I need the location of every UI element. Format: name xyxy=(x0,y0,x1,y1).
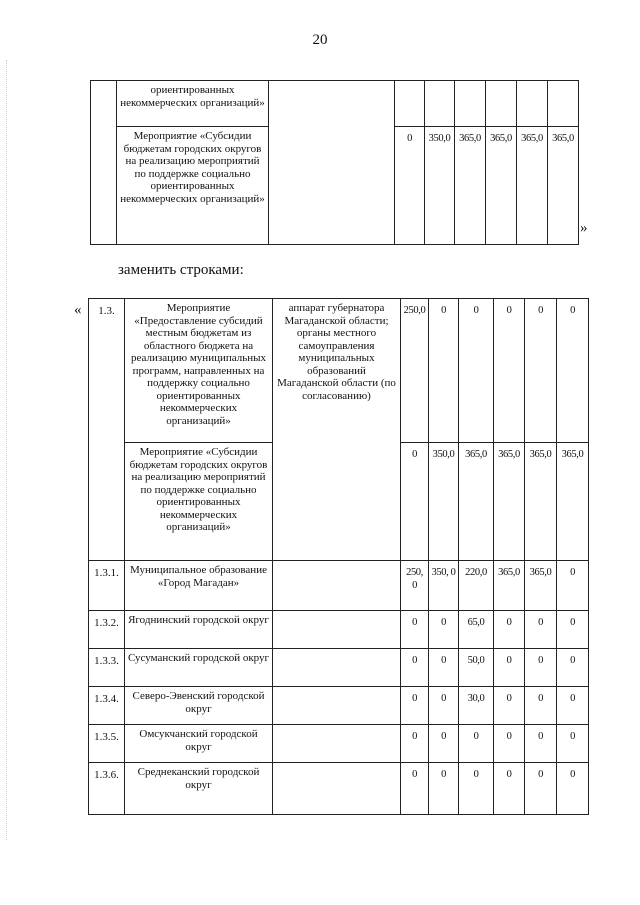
old-empty-cell xyxy=(455,81,486,127)
row-value: 0 xyxy=(525,611,557,649)
old-value-cell: 365,0 xyxy=(486,127,517,245)
old-value-cell: 365,0 xyxy=(455,127,486,245)
row-value: 0 xyxy=(494,725,525,763)
row-value: 0 xyxy=(557,649,589,687)
row-value: 250, 0 xyxy=(401,561,429,611)
subsidy-name: Мероприятие «Субсидии бюджетам городских округов на реализацию мероприятий по поддержке социально ориентированных некоммерческих организаций» xyxy=(125,443,273,561)
row-name: Сусуманский городской округ xyxy=(125,649,273,687)
table-row xyxy=(89,561,589,611)
new-rows-table xyxy=(88,298,589,815)
row-value: 0 xyxy=(401,611,429,649)
row-executor xyxy=(273,649,401,687)
old-empty-cell xyxy=(425,81,455,127)
main-row xyxy=(89,299,589,443)
row-code: 1.3.2. xyxy=(89,611,125,649)
row-value: 0 xyxy=(494,687,525,725)
row-name: Северо-Эвенский городской округ xyxy=(125,687,273,725)
old-empty-cell xyxy=(486,81,517,127)
row-value: 0 xyxy=(459,725,494,763)
old-value-cell: 365,0 xyxy=(517,127,548,245)
row-value: 65,0 xyxy=(459,611,494,649)
row-value: 0 xyxy=(459,763,494,815)
old-code-cell xyxy=(91,81,117,245)
old-empty-cell xyxy=(517,81,548,127)
main-value: 0 xyxy=(459,299,494,443)
row-value: 30,0 xyxy=(459,687,494,725)
old-empty-cell xyxy=(395,81,425,127)
subsidy-value: 365,0 xyxy=(459,443,494,561)
row-code: 1.3.6. xyxy=(89,763,125,815)
row-executor xyxy=(273,687,401,725)
row-value: 350, 0 xyxy=(429,561,459,611)
row-executor xyxy=(273,611,401,649)
row-value: 0 xyxy=(494,649,525,687)
row-value: 220,0 xyxy=(459,561,494,611)
row-code: 1.3.1. xyxy=(89,561,125,611)
row-value: 0 xyxy=(525,725,557,763)
row-name: Среднеканский городской округ xyxy=(125,763,273,815)
table-row xyxy=(89,687,589,725)
table-row xyxy=(89,611,589,649)
main-value: 0 xyxy=(525,299,557,443)
row-code: 1.3.4. xyxy=(89,687,125,725)
subsidy-value: 0 xyxy=(401,443,429,561)
row-value: 0 xyxy=(494,611,525,649)
old-empty-cell xyxy=(548,81,579,127)
page-number: 20 xyxy=(312,32,328,48)
row-value: 0 xyxy=(494,763,525,815)
instruction-text: заменить строками: xyxy=(118,262,244,278)
subsidy-value: 365,0 xyxy=(525,443,557,561)
row-value: 0 xyxy=(557,725,589,763)
old-executor-cell xyxy=(269,81,395,245)
main-value: 0 xyxy=(557,299,589,443)
row-value: 0 xyxy=(525,649,557,687)
old-rows-table xyxy=(90,80,579,245)
row-value: 0 xyxy=(429,611,459,649)
row-code: 1.3.3. xyxy=(89,649,125,687)
margin-line xyxy=(6,60,7,840)
row-name: Ягоднинский городской округ xyxy=(125,611,273,649)
row-value: 0 xyxy=(401,725,429,763)
opening-quote: « xyxy=(74,302,82,318)
main-name: Мероприятие «Предоставление субсидий местным бюджетам из областного бюджета на реализацию муниципальных программ, направленных на поддержку социально ориентированных некоммерческих организаций» xyxy=(125,299,273,443)
old-value-cell: 350,0 xyxy=(425,127,455,245)
main-executor: аппарат губернатора Магаданской области; органы местного самоуправления муниципальных образований Магаданской области (по согласованию) xyxy=(273,299,401,561)
subsidy-value: 365,0 xyxy=(494,443,525,561)
row-executor xyxy=(273,561,401,611)
row-value: 365,0 xyxy=(494,561,525,611)
old-activity-name: Мероприятие «Субсидии бюджетам городских округов на реализацию мероприятий по поддержке социально ориентированных некоммерческих организаций» xyxy=(117,127,269,245)
old-continued-row xyxy=(91,81,579,127)
row-code: 1.3.5. xyxy=(89,725,125,763)
row-value: 0 xyxy=(557,763,589,815)
old-value-cell: 0 xyxy=(395,127,425,245)
subsidy-value: 350,0 xyxy=(429,443,459,561)
closing-quote: » xyxy=(580,220,588,236)
table-row xyxy=(89,725,589,763)
main-value: 0 xyxy=(429,299,459,443)
main-value: 250,0 xyxy=(401,299,429,443)
row-value: 0 xyxy=(557,561,589,611)
table-row xyxy=(89,649,589,687)
row-value: 50,0 xyxy=(459,649,494,687)
row-value: 0 xyxy=(429,763,459,815)
main-value: 0 xyxy=(494,299,525,443)
row-value: 0 xyxy=(429,649,459,687)
table-row xyxy=(89,763,589,815)
row-value: 0 xyxy=(401,687,429,725)
row-value: 365,0 xyxy=(525,561,557,611)
row-value: 0 xyxy=(557,687,589,725)
row-value: 0 xyxy=(401,649,429,687)
subsidy-value: 365,0 xyxy=(557,443,589,561)
row-value: 0 xyxy=(525,687,557,725)
old-value-cell: 365,0 xyxy=(548,127,579,245)
row-name: Омсукчанский городской округ xyxy=(125,725,273,763)
row-value: 0 xyxy=(429,725,459,763)
row-value: 0 xyxy=(401,763,429,815)
row-name: Муниципальное образование «Город Магадан» xyxy=(125,561,273,611)
row-value: 0 xyxy=(557,611,589,649)
old-continued-text: ориентированных некоммерческих организаций» xyxy=(117,81,269,127)
row-value: 0 xyxy=(525,763,557,815)
row-executor xyxy=(273,725,401,763)
row-value: 0 xyxy=(429,687,459,725)
main-code: 1.3. xyxy=(89,299,125,561)
row-executor xyxy=(273,763,401,815)
